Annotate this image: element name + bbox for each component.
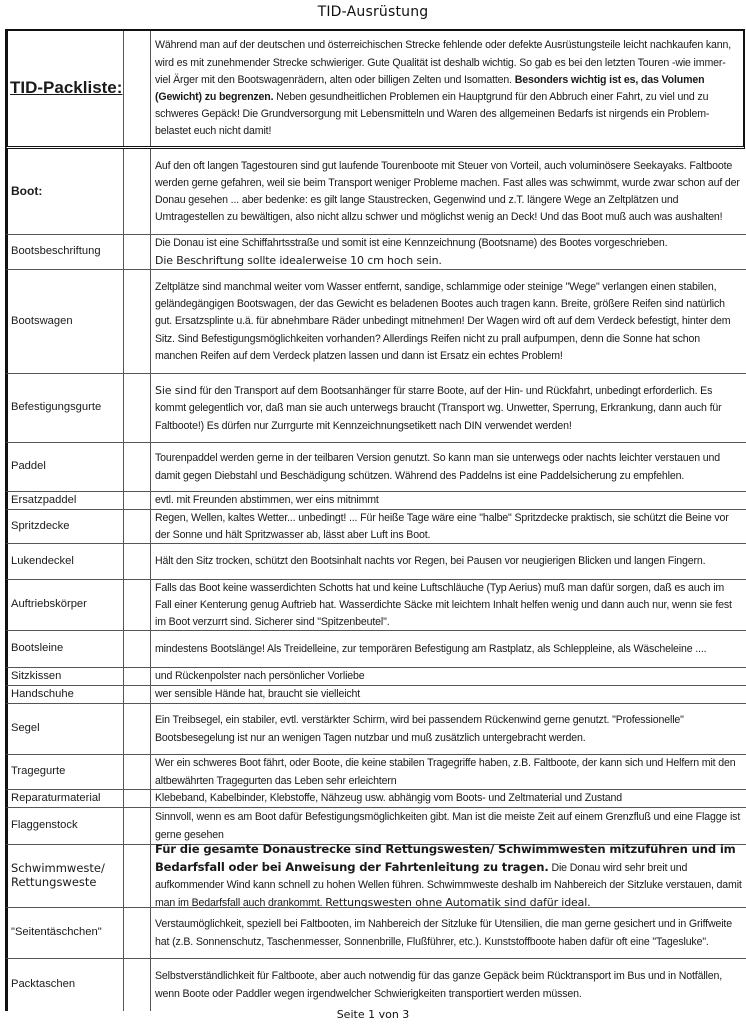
row-text-main: Die Donau wird sehr breit und aufkommender Wind kann schnell zu hohen Wellen führen. Schwimmweste deshalb im Nahbereich der Sitzluke verstauen, damit man im Bedarfsfall auch drankommt. bbox=[155, 861, 742, 910]
empty-cell bbox=[124, 959, 151, 1011]
table-row bbox=[5, 544, 746, 580]
row-text bbox=[151, 235, 746, 269]
row-text: evtl. mit Freunden abstimmen, wer eins mitnimmt bbox=[155, 494, 379, 507]
row-text-extra: Rettungswesten ohne Automatik sind dafür ideal. bbox=[325, 896, 591, 910]
row-label: Flaggenstock bbox=[8, 808, 124, 844]
row-text: Selbstverständlichkeit für Faltboote, aber auch notwendig für das ganze Gepäck beim Rücktransport im Bus und in Notfällen, wenn Boote oder Paddler wegen irgendwelcher Schwierigkeiten transportiert werden müssen. bbox=[155, 970, 723, 1000]
row-text: Zeltplätze sind manchmal weiter vom Wasser entfernt, sandige, schlammige oder steinige "Wege" verlangen einen stabilen, geländegängigen Bootswagen, der das Gewicht es beladenen Bootes auch tragen kann. Breite, größere Reifen sind natürlich gut. Ersatzsplinte u.ä. für abnehmbare Räder unbedingt mitnehmen! Der Wagen wird oft auf dem Verdeck befestigt, hinter dem Sitz. Sind Befestigungsmöglichkeiten vorhanden? Allerdings Reifen nicht zu prall aufpumpen, denn die Sonne hat schon manchen Reifen auf dem Verdeck platzen lassen und dann ist Ersatz ein echtes Problem! bbox=[155, 280, 731, 362]
empty-cell bbox=[124, 808, 151, 844]
table-row bbox=[5, 808, 746, 845]
table-row bbox=[5, 510, 746, 544]
row-text: Verstaumöglichkeit, speziell bei Faltbooten, im Nahbereich der Sitzluke für Utensilien, die man gerne gesichert und in Griffweite hat (z.B. Sonnenschutz, Taschenmesser, Sonnenbrille, Flußführer, etc.). Kunststoffboote haben dafür oft eine "Tagesluke". bbox=[155, 918, 732, 948]
row-text: Ein Treibsegel, ein stabiler, evtl. verstärkter Schirm, wird bei passendem Rückenwind gerne genutzt. "Professionelle" Bootsbesegelung ist nur an wenigen Tagen nutzbar und muß zusätzlich untergebracht werden. bbox=[155, 714, 684, 744]
row-text: Hält den Sitz trocken, schützt den Bootsinhalt nachts vor Regen, bei Pausen vor neugierigen Blicken und langen Fingern. bbox=[155, 555, 706, 568]
row-label: "Seitentäschchen" bbox=[8, 908, 124, 958]
row-text: Tourenpaddel werden gerne in der teilbaren Version genutzt. So kann man sie unterwegs oder nachts leichter verstauen und damit gegen Diebstahl und Beschädigung schützen. Während des Paddelns ist eine Paddelsicherung zu empfehlen. bbox=[155, 452, 721, 482]
table-row bbox=[5, 841, 746, 910]
empty-cell bbox=[124, 492, 151, 509]
row-text: Klebeband, Kabelbinder, Klebstoffe, Nähzeug usw. abhängig vom Boots- und Zeltmaterial und Zustand bbox=[155, 792, 622, 805]
table-row bbox=[5, 631, 746, 668]
row-label: Handschuhe bbox=[8, 686, 124, 703]
row-label: Befestigungsgurte bbox=[8, 374, 124, 442]
row-label: Bootswagen bbox=[8, 270, 124, 373]
row-label: Spritzdecke bbox=[8, 510, 124, 543]
intro-text-part1: Während man auf der deutschen und österreichischen Strecke fehlende oder defekte Ausrüstungsteile leicht nachkaufen kann, wird es mit zunehmender Strecke schwieriger. Gute Qualität ist deshalb wichtig. So gab es bei den letzten Touren -wie immer- viel Ärger mit den Bootswagenrädern, alten oder billigen Zelten und Isomatten. bbox=[155, 39, 732, 86]
empty-cell bbox=[124, 544, 151, 579]
intro-text-part2: Neben gesundheitlichen Problemen ein Hauptgrund für den Abbruch einer Fahrt, zu viel und zu schweres Gepäck! Die Grundversorgung mit Lebensmitteln und Waren des allgemeinen Bedarfs ist nirgends ein Problem- belastet euch nicht damit! bbox=[155, 91, 710, 138]
empty-cell bbox=[124, 31, 151, 146]
empty-cell bbox=[124, 374, 151, 442]
table-row bbox=[5, 959, 746, 1011]
table-row bbox=[5, 235, 746, 270]
row-label: Paddel bbox=[8, 443, 124, 491]
empty-cell bbox=[124, 668, 151, 685]
row-label: Sitzkissen bbox=[8, 668, 124, 685]
table-row bbox=[5, 908, 746, 959]
table-row bbox=[5, 704, 746, 755]
empty-cell bbox=[124, 845, 151, 907]
table-row bbox=[5, 374, 746, 443]
table-row bbox=[5, 668, 746, 686]
row-label: Ersatzpaddel bbox=[8, 492, 124, 509]
row-label-line1: Schwimmweste/ bbox=[11, 861, 105, 876]
table-row bbox=[5, 443, 746, 492]
table-row bbox=[5, 492, 746, 510]
empty-cell bbox=[124, 149, 151, 234]
table-row bbox=[5, 149, 746, 235]
row-text-lead: Sie sind bbox=[155, 384, 197, 398]
empty-cell bbox=[124, 510, 151, 543]
empty-cell bbox=[124, 686, 151, 703]
row-text: Wer ein schweres Boot fährt, oder Boote, die keine stabilen Tragegriffe haben, z.B. Faltboote, der kann sich und Helfern mit den altbewährten Tragegurten das Leben sehr erleichtern bbox=[155, 757, 736, 787]
row-text: Regen, Wellen, kaltes Wetter... unbedingt! ... Für heiße Tage wäre eine "halbe" Spritzdecke praktisch, sie schützt die Beine vor der Sonne und hält Spritzwasser ab, lässt aber Luft ins Boot. bbox=[155, 511, 729, 541]
empty-cell bbox=[124, 235, 151, 269]
table-row bbox=[5, 686, 746, 704]
row-text: Auf den oft langen Tagestouren sind gut laufende Tourenboote mit Steuer von Vorteil, auch voluminösere Seekayaks. Faltboote werden gerne gefahren, weil sie beim Transport weniger Probleme machen. Fast alles was schwimmt, wurde zwar schon auf der Donau gesehen ... aber bedenke: es gilt lange Staustrecken, Gegenwind und z.T. längere Wege an Zeltplätzen und Umtragestellen zu bewältigen, also nicht allzu schwer und möglichst wenig an Deck! Und das Boot muß auch was aushalten! bbox=[155, 159, 740, 224]
empty-cell bbox=[124, 908, 151, 958]
empty-cell bbox=[124, 580, 151, 630]
row-label: Tragegurte bbox=[8, 755, 124, 789]
row-label bbox=[8, 845, 124, 907]
row-label: Reparaturmaterial bbox=[8, 790, 124, 807]
page-number: Seite 1 von 3 bbox=[336, 1008, 410, 1021]
table-row bbox=[5, 755, 746, 790]
row-text bbox=[151, 841, 746, 910]
packliste-heading: TID-Packliste: bbox=[8, 31, 124, 146]
empty-cell bbox=[124, 270, 151, 373]
empty-cell bbox=[124, 631, 151, 667]
row-text: Sinnvoll, wenn es am Boot dafür Befestigungsmöglichkeiten gibt. Man ist die meiste Zeit auf einem Grenzfluß und eine Flagge ist gerne gesehen bbox=[155, 811, 741, 841]
table-row bbox=[5, 580, 746, 631]
row-label: Auftriebskörper bbox=[8, 580, 124, 630]
row-text-bold: Für die gesamte Donaustrecke sind Rettungswesten/ Schwimmwesten mitzuführen und im Bedarfsfall oder bei Anweisung der Fahrtenleitung zu tragen. bbox=[155, 841, 736, 874]
table-row bbox=[5, 790, 746, 808]
empty-cell bbox=[124, 443, 151, 491]
intro-text-bold: Besonders wichtig ist es, das Volumen (Gewicht) zu begrenzen. bbox=[155, 73, 705, 103]
row-label: Bootsleine bbox=[8, 631, 124, 667]
row-label: Bootsbeschriftung bbox=[8, 235, 124, 269]
row-text: und Rückenpolster nach persönlicher Vorliebe bbox=[155, 670, 365, 683]
row-text: Falls das Boot keine wasserdichten Schotts hat und keine Luftschläuche (Typ Aerius) muß man dafür sorgen, daß es auch im Fall einer Kenterung genug Auftrieb hat. Wasserdichte Säcke mit leichtem Inhalt helfen wenig und dann auch nur, wenn sie fest im Boot verzurrt sind. Sicherer sind "Spitzenbeutel". bbox=[155, 581, 732, 629]
row-text: mindestens Bootslänge! Als Treidelleine, zur temporären Befestigung am Rastplatz, als Schleppleine, als Wäscheleine .... bbox=[155, 642, 707, 655]
row-text bbox=[151, 374, 746, 442]
row-text-extra: Die Beschriftung sollte idealerweise 10 cm hoch sein. bbox=[155, 254, 442, 267]
empty-cell bbox=[124, 790, 151, 807]
packliste-intro-row bbox=[5, 29, 745, 149]
row-label: Boot: bbox=[8, 149, 124, 234]
empty-cell bbox=[124, 755, 151, 789]
empty-cell bbox=[124, 704, 151, 754]
row-text-main: für den Transport auf dem Bootsanhänger für starre Boote, auf der Hin- und Rückfahrt, unbedingt erforderlich. Es kommt gelegentlich vor, daß man sie auch unterwegs braucht (Transport wg. Unwetter, Sperrung, Erkrankung, dann auch für Faltboote!) Es dürfen nur Zurrgurte mit Kennzeichnungsetikett nach DIN verwendet werden! bbox=[155, 385, 722, 432]
row-text-main: Die Donau ist eine Schiffahrtsstraße und somit ist eine Kennzeichnung (Bootsname) des Bootes vorgeschrieben. bbox=[155, 236, 668, 249]
row-label-line2: Rettungsweste bbox=[11, 875, 97, 889]
row-label: Packtaschen bbox=[8, 959, 124, 1011]
row-text: wer sensible Hände hat, braucht sie vielleicht bbox=[155, 688, 361, 701]
page-title: TID-Ausrüstung bbox=[317, 4, 429, 20]
row-label: Segel bbox=[8, 704, 124, 754]
row-label: Lukendeckel bbox=[8, 544, 124, 579]
table-row bbox=[5, 270, 746, 374]
intro-text-cell bbox=[151, 31, 743, 146]
